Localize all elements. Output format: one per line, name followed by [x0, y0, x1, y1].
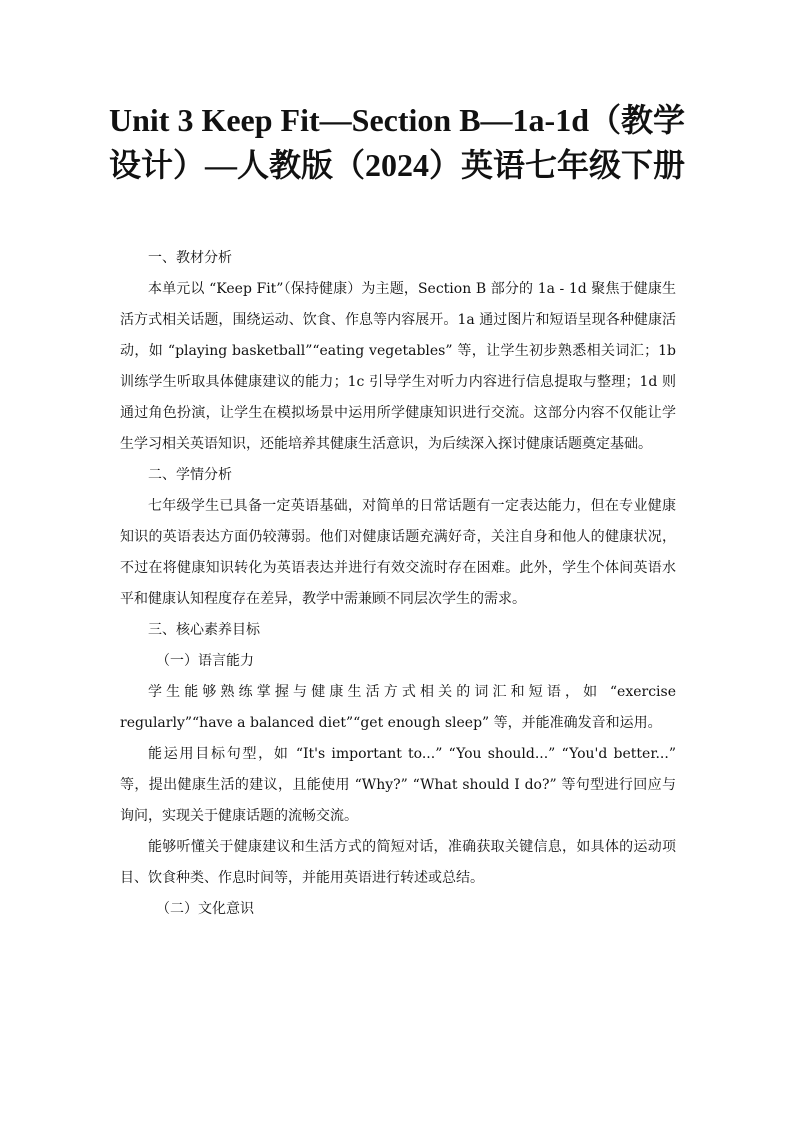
paragraph-vocabulary-goal: 学生能够熟练掌握与健康生活方式相关的词汇和短语，如 “exercise regularly”“have a balanced diet”“get enough sleep” 等，并能准确发音和运用。: [120, 684, 676, 731]
section-heading-learner-analysis: 二、学情分析: [148, 467, 232, 483]
section-heading-textbook-analysis: 一、教材分析: [148, 250, 232, 266]
paragraph-sentence-pattern-goal: 能运用目标句型，如 “It's important to...” “You should...” “You'd better...” 等，提出健康生活的建议，且能使用 “Why?” “What should I do?” 等句型进行回应与询问，实现关于健康话题的流畅交流。: [120, 746, 676, 824]
section-heading-core-goals: 三、核心素养目标: [148, 622, 260, 638]
document-title: Unit 3 Keep Fit—Section B—1a-1d（教学设计）—人教版（2024）英语七年级下册: [108, 102, 685, 183]
paragraph-learner-analysis: 七年级学生已具备一定英语基础，对简单的日常话题有一定表达能力，但在专业健康知识的英语表达方面仍较薄弱。他们对健康话题充满好奇，关注自身和他人的健康状况，不过在将健康知识转化为英语表达并进行有效交流时存在困难。此外，学生个体间英语水平和健康认知程度存在差异，教学中需兼顾不同层次学生的需求。: [120, 498, 676, 607]
paragraph-listening-goal: 能够听懂关于健康建议和生活方式的简短对话，准确获取关键信息，如具体的运动项目、饮食种类、作息时间等，并能用英语进行转述或总结。: [120, 839, 676, 886]
subheading-cultural-awareness: （二）文化意识: [156, 901, 254, 917]
subheading-language-ability: （一）语言能力: [156, 653, 254, 669]
document-body: [120, 243, 676, 925]
paragraph-textbook-analysis: 本单元以 “Keep Fit”（保持健康）为主题，Section B 部分的 1a - 1d 聚焦于健康生活方式相关话题，围绕运动、饮食、作息等内容展开。1a 通过图片和短语呈现各种健康活动，如 “playing basketball”“eating vegetables” 等，让学生初步熟悉相关词汇；1b 训练学生听取具体健康建议的能力；1c 引导学生对听力内容进行信息提取与整理；1d 则通过角色扮演，让学生在模拟场景中运用所学健康知识进行交流。这部分内容不仅能让学生学习相关英语知识，还能培养其健康生活意识，为后续深入探讨健康话题奠定基础。: [120, 281, 676, 452]
